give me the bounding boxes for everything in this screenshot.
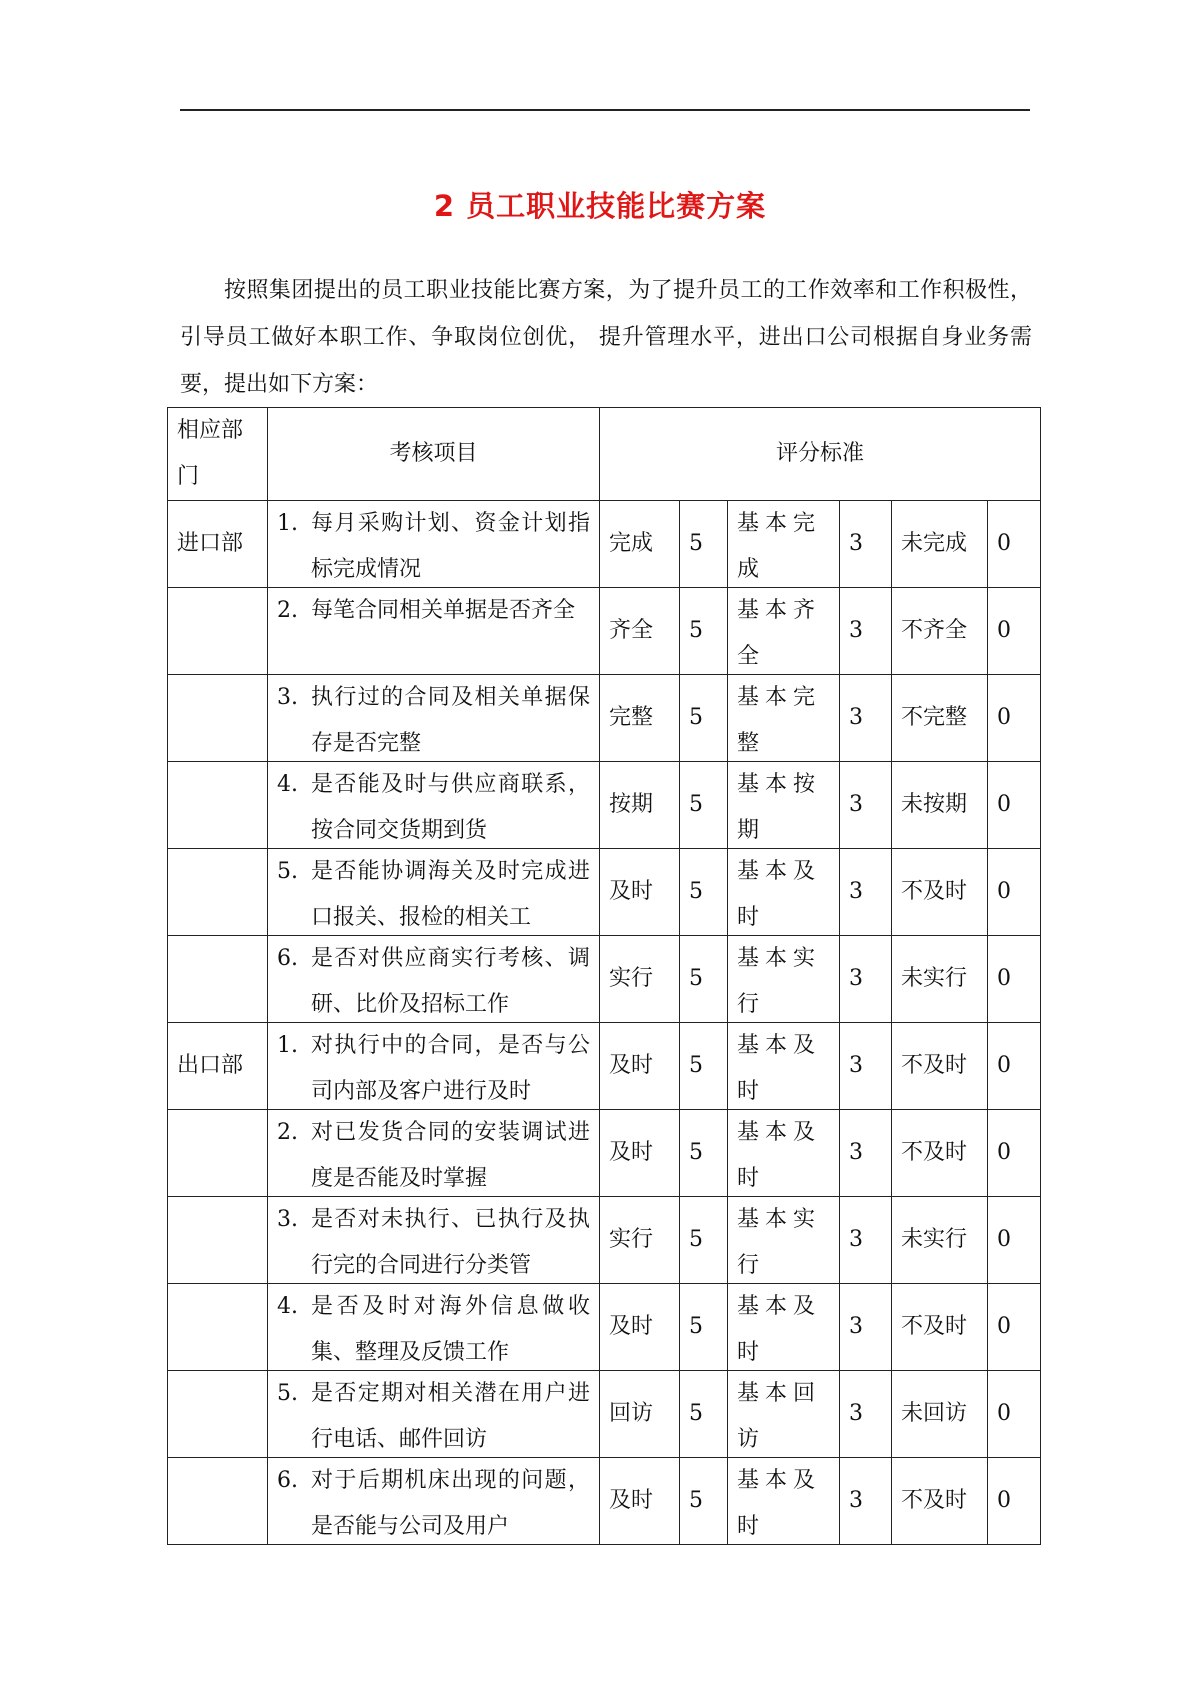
basic-score: 3 xyxy=(840,1023,892,1110)
basic-cell xyxy=(728,1371,840,1458)
basic-score: 3 xyxy=(840,675,892,762)
item-number: 4. xyxy=(277,772,298,797)
item-number: 2. xyxy=(277,1120,298,1145)
none-score: 0 xyxy=(988,1197,1041,1284)
full-score: 5 xyxy=(680,1197,728,1284)
item-text: 对于后期机床出现的问题，是否能与公司及用户 xyxy=(311,1468,590,1539)
item-cell xyxy=(268,936,600,1023)
item-text: 每笔合同相关单据是否齐全 xyxy=(311,598,576,623)
none-label: 未完成 xyxy=(892,501,988,588)
basic-label: 基本实行 xyxy=(737,946,822,1017)
table-row xyxy=(168,675,1041,762)
basic-label: 基本及时 xyxy=(737,1120,822,1191)
item-cell xyxy=(268,1458,600,1545)
full-score: 5 xyxy=(680,936,728,1023)
dept-cell xyxy=(168,1284,268,1371)
full-score: 5 xyxy=(680,1284,728,1371)
none-label: 不及时 xyxy=(892,1284,988,1371)
basic-score: 3 xyxy=(840,1110,892,1197)
full-label: 完成 xyxy=(600,501,680,588)
full-score: 5 xyxy=(680,1458,728,1545)
item-number: 4. xyxy=(277,1294,298,1319)
none-label: 不齐全 xyxy=(892,588,988,675)
none-label: 未实行 xyxy=(892,1197,988,1284)
none-score: 0 xyxy=(988,588,1041,675)
none-label: 不及时 xyxy=(892,849,988,936)
table-row xyxy=(168,588,1041,675)
full-label: 实行 xyxy=(600,936,680,1023)
full-score: 5 xyxy=(680,588,728,675)
none-score: 0 xyxy=(988,1110,1041,1197)
basic-score: 3 xyxy=(840,762,892,849)
full-label: 及时 xyxy=(600,1284,680,1371)
header-criteria: 评分标准 xyxy=(600,408,1041,501)
item-cell xyxy=(268,1284,600,1371)
item-cell xyxy=(268,501,600,588)
item-text: 是否能协调海关及时完成进口报关、报检的相关工 xyxy=(311,859,590,930)
basic-cell xyxy=(728,762,840,849)
full-label: 及时 xyxy=(600,1110,680,1197)
dept-cell xyxy=(168,675,268,762)
item-number: 3. xyxy=(277,1207,298,1232)
table-row xyxy=(168,501,1041,588)
full-score: 5 xyxy=(680,675,728,762)
header-dept: 相应部门 xyxy=(168,408,268,501)
none-label: 不及时 xyxy=(892,1023,988,1110)
basic-score: 3 xyxy=(840,588,892,675)
basic-cell xyxy=(728,936,840,1023)
document-title: 2 员工职业技能比赛方案 xyxy=(433,189,767,223)
item-text: 对已发货合同的安装调试进度是否能及时掌握 xyxy=(311,1120,590,1191)
none-score: 0 xyxy=(988,1371,1041,1458)
basic-label: 基本齐全 xyxy=(737,598,822,669)
basic-label: 基本及时 xyxy=(737,1294,822,1365)
table-header-row xyxy=(168,408,1041,501)
item-cell xyxy=(268,1110,600,1197)
basic-cell xyxy=(728,849,840,936)
basic-label: 基本实行 xyxy=(737,1207,822,1278)
item-cell xyxy=(268,675,600,762)
full-score: 5 xyxy=(680,1371,728,1458)
basic-label: 基本完整 xyxy=(737,685,822,756)
none-score: 0 xyxy=(988,1284,1041,1371)
table-row xyxy=(168,1458,1041,1545)
basic-score: 3 xyxy=(840,849,892,936)
full-score: 5 xyxy=(680,849,728,936)
full-label: 齐全 xyxy=(600,588,680,675)
basic-cell xyxy=(728,501,840,588)
full-score: 5 xyxy=(680,1110,728,1197)
dept-cell xyxy=(168,1110,268,1197)
item-number: 2. xyxy=(277,598,298,623)
none-score: 0 xyxy=(988,1458,1041,1545)
item-text: 每月采购计划、资金计划指标完成情况 xyxy=(311,511,590,582)
dept-cell xyxy=(168,1371,268,1458)
table-row xyxy=(168,1284,1041,1371)
table-row xyxy=(168,762,1041,849)
item-text: 是否定期对相关潜在用户进行电话、邮件回访 xyxy=(311,1381,590,1452)
item-number: 3. xyxy=(277,685,298,710)
item-text: 执行过的合同及相关单据保存是否完整 xyxy=(311,685,590,756)
item-text: 是否对供应商实行考核、调研、比价及招标工作 xyxy=(311,946,590,1017)
dept-cell xyxy=(168,588,268,675)
scoring-table xyxy=(167,407,1041,1545)
full-score: 5 xyxy=(680,501,728,588)
item-cell xyxy=(268,1197,600,1284)
none-label: 不完整 xyxy=(892,675,988,762)
item-text: 是否及时对海外信息做收集、整理及反馈工作 xyxy=(311,1294,590,1365)
full-label: 按期 xyxy=(600,762,680,849)
basic-score: 3 xyxy=(840,1197,892,1284)
basic-cell xyxy=(728,1458,840,1545)
none-score: 0 xyxy=(988,762,1041,849)
table-row xyxy=(168,849,1041,936)
table-row xyxy=(168,1197,1041,1284)
dept-cell xyxy=(168,849,268,936)
full-score: 5 xyxy=(680,1023,728,1110)
item-number: 1. xyxy=(277,511,298,536)
none-score: 0 xyxy=(988,675,1041,762)
basic-cell xyxy=(728,1023,840,1110)
item-number: 5. xyxy=(277,1381,298,1406)
item-cell xyxy=(268,1371,600,1458)
none-score: 0 xyxy=(988,849,1041,936)
full-label: 及时 xyxy=(600,1023,680,1110)
item-text: 对执行中的合同，是否与公司内部及客户进行及时 xyxy=(311,1033,590,1104)
basic-cell xyxy=(728,1197,840,1284)
basic-cell xyxy=(728,675,840,762)
basic-cell xyxy=(728,1110,840,1197)
basic-score: 3 xyxy=(840,1458,892,1545)
item-number: 6. xyxy=(277,946,298,971)
item-cell xyxy=(268,588,600,675)
basic-cell xyxy=(728,1284,840,1371)
intro-paragraph: 按照集团提出的员工职业技能比赛方案，为了提升员工的工作效率和工作积极性，引导员工做好本职工作、争取岗位创优， 提升管理水平，进出口公司根据自身业务需要，提出如下方案： xyxy=(180,278,1032,397)
full-label: 及时 xyxy=(600,849,680,936)
none-score: 0 xyxy=(988,936,1041,1023)
item-cell xyxy=(268,849,600,936)
basic-label: 基本及时 xyxy=(737,1468,822,1539)
basic-label: 基本回访 xyxy=(737,1381,822,1452)
full-label: 完整 xyxy=(600,675,680,762)
none-label: 未按期 xyxy=(892,762,988,849)
dept-cell: 出口部 xyxy=(168,1023,268,1110)
basic-label: 基本按期 xyxy=(737,772,822,843)
item-text: 是否能及时与供应商联系，按合同交货期到货 xyxy=(311,772,590,843)
dept-cell: 进口部 xyxy=(168,501,268,588)
table-row xyxy=(168,1371,1041,1458)
full-label: 及时 xyxy=(600,1458,680,1545)
basic-label: 基本及时 xyxy=(737,1033,822,1104)
table-body xyxy=(168,408,1041,1545)
basic-score: 3 xyxy=(840,501,892,588)
full-label: 回访 xyxy=(600,1371,680,1458)
item-cell xyxy=(268,762,600,849)
basic-score: 3 xyxy=(840,1284,892,1371)
basic-cell xyxy=(728,588,840,675)
basic-score: 3 xyxy=(840,1371,892,1458)
item-number: 6. xyxy=(277,1468,298,1493)
table-row xyxy=(168,1110,1041,1197)
full-score: 5 xyxy=(680,762,728,849)
header-rule xyxy=(180,109,1030,111)
basic-score: 3 xyxy=(840,936,892,1023)
dept-cell xyxy=(168,1458,268,1545)
item-text: 是否对未执行、已执行及执行完的合同进行分类管 xyxy=(311,1207,590,1278)
item-number: 5. xyxy=(277,859,298,884)
header-item: 考核项目 xyxy=(268,408,600,501)
item-number: 1. xyxy=(277,1033,298,1058)
dept-cell xyxy=(168,936,268,1023)
none-score: 0 xyxy=(988,1023,1041,1110)
table-row xyxy=(168,936,1041,1023)
none-label: 不及时 xyxy=(892,1110,988,1197)
basic-label: 基本完成 xyxy=(737,511,822,582)
dept-cell xyxy=(168,762,268,849)
basic-label: 基本及时 xyxy=(737,859,822,930)
none-label: 未回访 xyxy=(892,1371,988,1458)
dept-cell xyxy=(168,1197,268,1284)
none-score: 0 xyxy=(988,501,1041,588)
none-label: 未实行 xyxy=(892,936,988,1023)
table-row xyxy=(168,1023,1041,1110)
item-cell xyxy=(268,1023,600,1110)
none-label: 不及时 xyxy=(892,1458,988,1545)
full-label: 实行 xyxy=(600,1197,680,1284)
